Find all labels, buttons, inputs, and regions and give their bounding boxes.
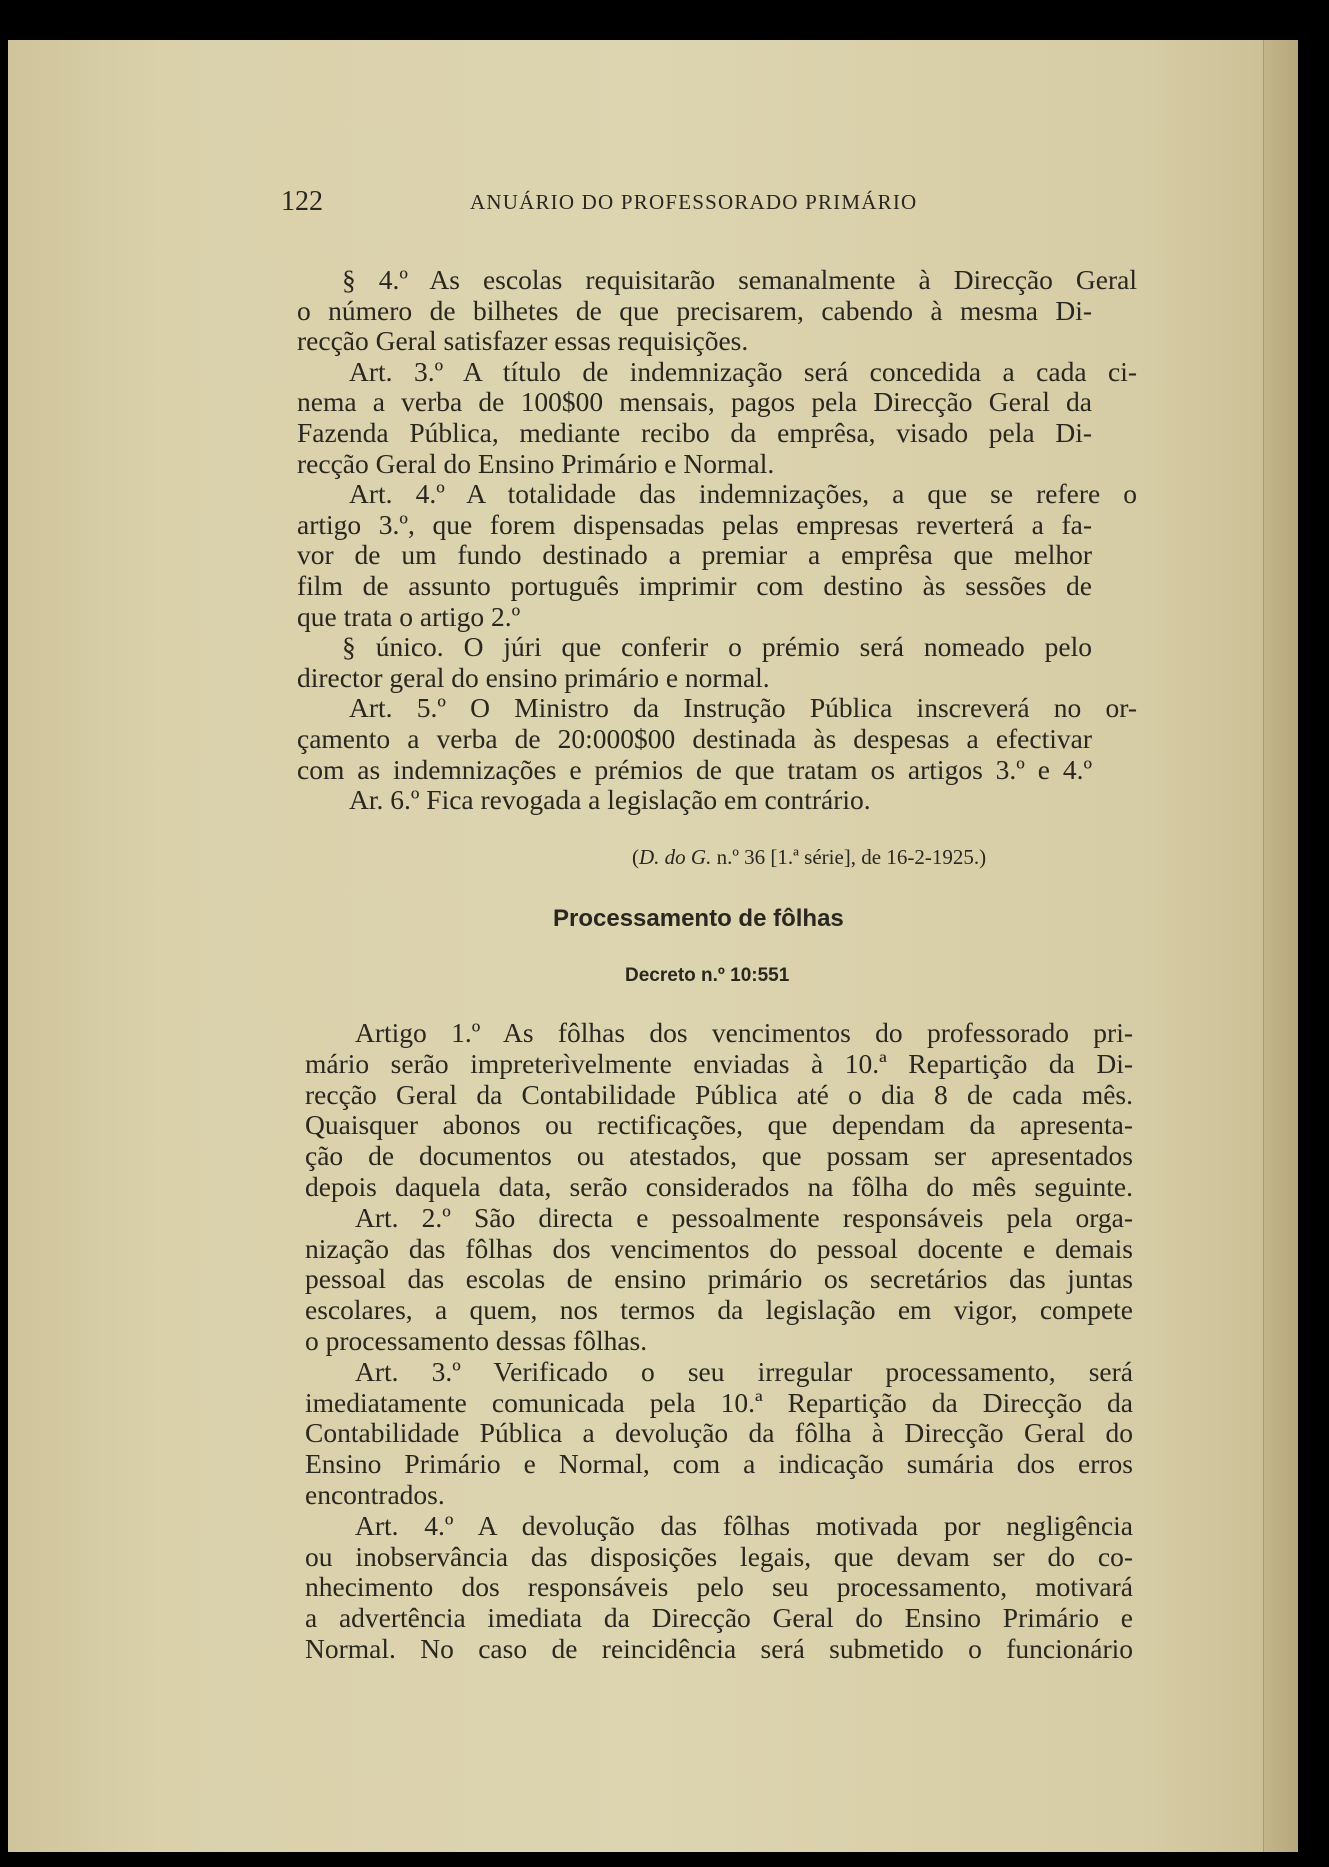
text-line: recção Geral do Ensino Primário e Normal.	[297, 447, 775, 479]
text-line: recção Geral satisfazer essas requisições.	[297, 325, 749, 357]
text-line: o processamento dessas fôlhas.	[305, 1325, 648, 1356]
text-line: nização das fôlhas dos vencimentos do pessoal docente e demais	[305, 1232, 1133, 1264]
text-line: Art. 2.º São directa e pessoalmente responsáveis pela orga-	[355, 1201, 1133, 1233]
text-line: mário serão impreterìvelmente enviadas à 10.ª Repartição da Di-	[305, 1047, 1133, 1079]
text-line: encontrados.	[305, 1479, 445, 1510]
text-line: Art. 4.º A totalidade das indemnizações, a que se refere o	[349, 478, 1137, 510]
text-line: Fazenda Pública, mediante recibo da emprêsa, visado pela Di-	[297, 417, 1092, 448]
text-line: ou inobservância das disposições legais, que devam ser do co-	[305, 1540, 1133, 1572]
text-line: § único. O júri que conferir o prémio será nomeado pelo	[342, 631, 1092, 663]
text-line: escolares, a quem, nos termos da legislação em vigor, compete	[305, 1294, 1133, 1326]
text-line: Normal. No caso de reincidência será submetido o funcionário	[305, 1633, 1133, 1664]
text-line: recção Geral da Contabilidade Pública até o dia 8 de cada mês.	[305, 1078, 1133, 1110]
section-title: Processamento de fôlhas	[553, 905, 844, 932]
citation-prefix: (	[632, 845, 639, 869]
text-line: Art. 3.º A título de indemnização será concedida a cada ci-	[349, 355, 1137, 387]
text-line: Contabilidade Pública a devolução da fôlha à Direcção Geral do	[305, 1417, 1133, 1449]
text-line: Quaisquer abonos ou rectificações, que dependam da apresenta-	[305, 1109, 1133, 1141]
text-line: imediatamente comunicada pela 10.ª Repartição da Direcção da	[305, 1386, 1133, 1418]
page-number: 122	[281, 186, 323, 217]
text-line: vor de um fundo destinado a premiar a emprêsa que melhor	[297, 539, 1092, 571]
running-title: ANUÁRIO DO PROFESSORADO PRIMÁRIO	[470, 190, 918, 214]
text-line: Ensino Primário e Normal, com a indicação sumária dos erros	[305, 1448, 1133, 1480]
text-line: artigo 3.º, que forem dispensadas pelas empresas reverterá a fa-	[297, 508, 1092, 540]
text-line: çamento a verba de 20:000$00 destinada às despesas a efectivar	[297, 723, 1092, 754]
citation	[632, 845, 986, 870]
document-page	[8, 40, 1298, 1852]
citation-journal: D. do G.	[639, 845, 712, 869]
text-line: Art. 4.º A devolução das fôlhas motivada por negligência	[355, 1509, 1133, 1541]
text-line: pessoal das escolas de ensino primário os secretários das juntas	[305, 1263, 1133, 1295]
text-line: depois daquela data, serão considerados na fôlha do mês seguinte.	[305, 1171, 1133, 1202]
text-line: nhecimento dos responsáveis pelo seu processamento, motivará	[305, 1571, 1133, 1603]
text-line: o número de bilhetes de que precisarem, cabendo à mesma Di-	[297, 294, 1092, 326]
text-line: nema a verba de 100$00 mensais, pagos pela Direcção Geral da	[297, 386, 1092, 418]
text-line: ção de documentos ou atestados, que possam ser apresentados	[305, 1140, 1133, 1172]
text-line: Art. 5.º O Ministro da Instrução Pública inscreverá no or-	[349, 692, 1137, 724]
text-line: Artigo 1.º As fôlhas dos vencimentos do professorado pri-	[355, 1017, 1133, 1048]
text-line: com as indemnizações e prémios de que tratam os artigos 3.º e 4.º	[297, 753, 1092, 785]
decree-number: Decreto n.º 10:551	[625, 965, 790, 986]
text-line: a advertência imediata da Direcção Geral do Ensino Primário e	[305, 1602, 1133, 1634]
text-line: Art. 3.º Verificado o seu irregular processamento, será	[355, 1355, 1133, 1387]
text-line: § 4.º As escolas requisitarão semanalmente à Direcção Geral	[342, 264, 1137, 295]
adjacent-page-edge	[1263, 40, 1298, 1852]
text-line: Ar. 6.º Fica revogada a legislação em contrário.	[349, 784, 871, 816]
text-line: director geral do ensino primário e normal.	[297, 661, 770, 693]
citation-rest: n.º 36 [1.ª série], de 16-2-1925.)	[711, 845, 987, 869]
text-line: que trata o artigo 2.º	[297, 600, 521, 632]
text-line: film de assunto português imprimir com destino às sessões de	[297, 570, 1092, 601]
